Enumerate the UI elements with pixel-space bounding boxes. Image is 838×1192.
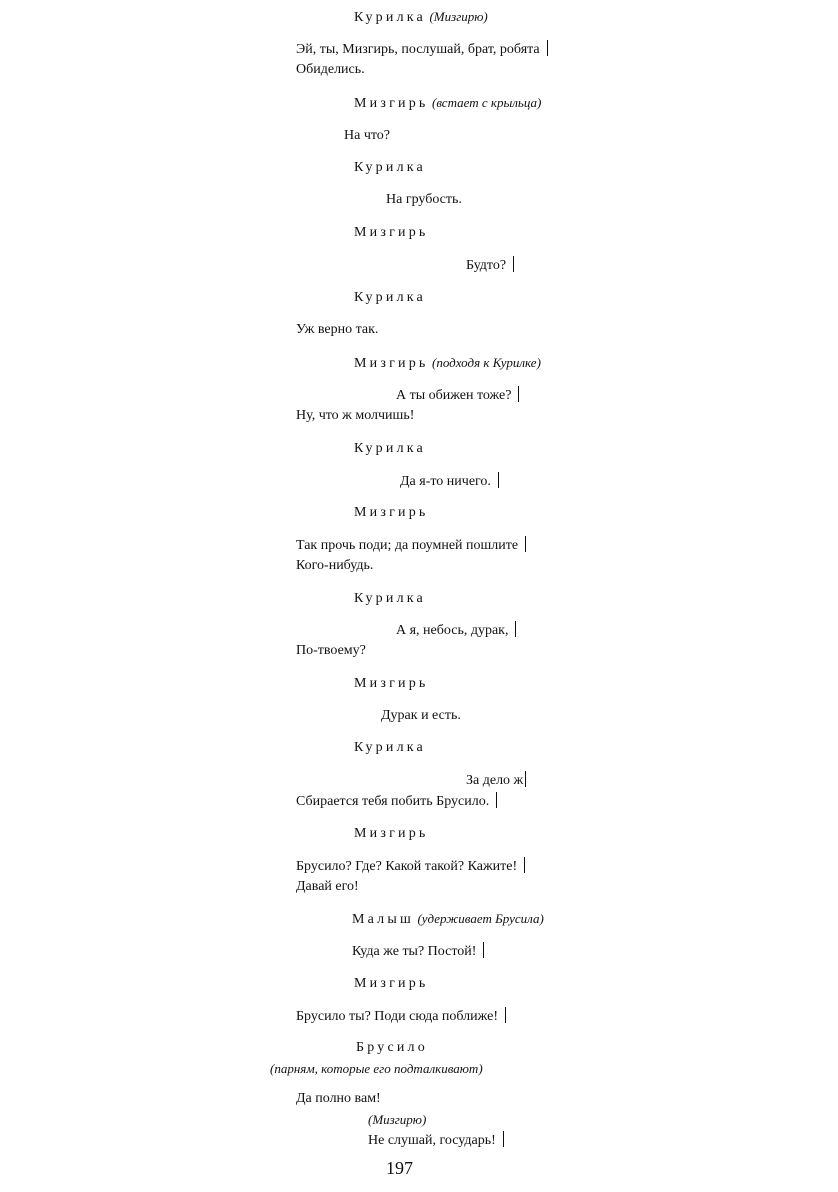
verse-text: Обиделись. (296, 62, 365, 77)
speaker-name: Мизгирь (354, 96, 429, 111)
caesura-bar (503, 1131, 504, 1147)
stage-direction: (подходя к Курилке) (432, 355, 541, 370)
verse-line (296, 321, 378, 339)
verse-line (344, 127, 390, 145)
stage-direction: (парням, которые его подталкивают) (270, 1061, 483, 1076)
speaker-heading (354, 224, 429, 242)
caesura-bar (483, 942, 484, 958)
caesura-bar (524, 857, 525, 873)
verse-text: Да я-то ничего. (400, 474, 491, 489)
caesura-bar (505, 1007, 506, 1023)
verse-line (296, 407, 414, 425)
verse-line (296, 857, 525, 876)
verse-line (296, 1090, 381, 1108)
verse-line (296, 40, 548, 59)
caesura-bar (515, 621, 516, 637)
speaker-name: Курилка (354, 290, 426, 305)
speaker-heading (354, 8, 488, 27)
speaker-name: Курилка (354, 160, 426, 175)
stage-direction: (удерживает Брусила) (417, 911, 544, 926)
speaker-name: Мизгирь (354, 356, 429, 371)
stage-direction: (встает с крыльца) (432, 95, 542, 110)
verse-line (386, 191, 462, 209)
speaker-heading (354, 440, 426, 458)
verse-line (400, 472, 499, 491)
verse-text: Эй, ты, Мизгирь, послушай, брат, робята (296, 42, 540, 57)
verse-line (296, 557, 373, 575)
verse-line (296, 792, 497, 811)
verse-text: Куда же ты? Постой! (352, 944, 477, 959)
stage-direction-line (368, 1111, 426, 1130)
caesura-bar (547, 40, 548, 56)
speaker-name: Курилка (354, 10, 426, 25)
speaker-heading (354, 825, 429, 843)
verse-text: Давай его! (296, 879, 359, 894)
speaker-name: Мизгирь (354, 826, 429, 841)
speaker-name: Мизгирь (354, 676, 429, 691)
speaker-heading (354, 675, 429, 693)
caesura-bar (518, 386, 519, 402)
verse-text: Будто? (466, 258, 507, 273)
page-number: 197 (386, 1158, 413, 1178)
stage-direction-line (270, 1060, 483, 1079)
verse-text: А ты обижен тоже? (396, 388, 512, 403)
verse-text: Ну, что ж молчишь! (296, 408, 415, 423)
verse-text: За дело ж (466, 773, 524, 788)
speaker-name: Курилка (354, 441, 426, 456)
verse-line (352, 942, 484, 961)
verse-line (396, 386, 519, 405)
speaker-heading (354, 739, 426, 757)
verse-text: На что? (344, 128, 391, 143)
verse-text: Сбирается тебя побить Брусило. (296, 794, 490, 809)
speaker-name: Брусило (356, 1040, 428, 1055)
speaker-heading (352, 910, 544, 929)
verse-line (466, 256, 514, 275)
speaker-name: Курилка (354, 740, 426, 755)
verse-line (296, 642, 366, 660)
verse-text: Так прочь поди; да поумней пошлите (296, 538, 519, 553)
speaker-heading (354, 590, 426, 608)
caesura-bar (525, 771, 526, 787)
verse-text: А я, небось, дурак, (396, 623, 509, 638)
speaker-heading (354, 94, 541, 113)
speaker-heading (356, 1039, 428, 1057)
verse-line (381, 707, 461, 725)
verse-line (296, 61, 365, 79)
verse-text: Брусило ты? Поди сюда поближе! (296, 1009, 499, 1024)
stage-direction: (Мизгирю) (429, 9, 488, 24)
verse-text: По-твоему? (296, 643, 366, 658)
caesura-bar (498, 472, 499, 488)
caesura-bar (496, 792, 497, 808)
verse-line (466, 771, 526, 790)
speaker-heading (354, 354, 541, 373)
speaker-name: Мизгирь (354, 976, 429, 991)
speaker-name: Мизгирь (354, 225, 429, 240)
verse-line (296, 878, 359, 896)
speaker-heading (354, 504, 429, 522)
speaker-name: Мизгирь (354, 505, 429, 520)
speaker-name: Малыш (352, 912, 414, 927)
speaker-name: Курилка (354, 591, 426, 606)
speaker-heading (354, 975, 429, 993)
speaker-heading (354, 289, 426, 307)
caesura-bar (525, 536, 526, 552)
verse-text: Уж верно так. (296, 322, 379, 337)
verse-text: Да полно вам! (296, 1091, 381, 1106)
verse-line (396, 621, 516, 640)
verse-text: Брусило? Где? Какой такой? Кажите! (296, 859, 518, 874)
verse-text: На грубость. (386, 192, 462, 207)
stage-direction: (Мизгирю) (368, 1112, 427, 1127)
speaker-heading (354, 159, 426, 177)
verse-line (296, 1007, 506, 1026)
verse-text: Дурак и есть. (381, 708, 461, 723)
caesura-bar (513, 256, 514, 272)
verse-text: Не слушай, государь! (368, 1133, 496, 1148)
verse-line (296, 536, 526, 555)
verse-text: Кого-нибудь. (296, 558, 374, 573)
verse-line (368, 1131, 504, 1150)
